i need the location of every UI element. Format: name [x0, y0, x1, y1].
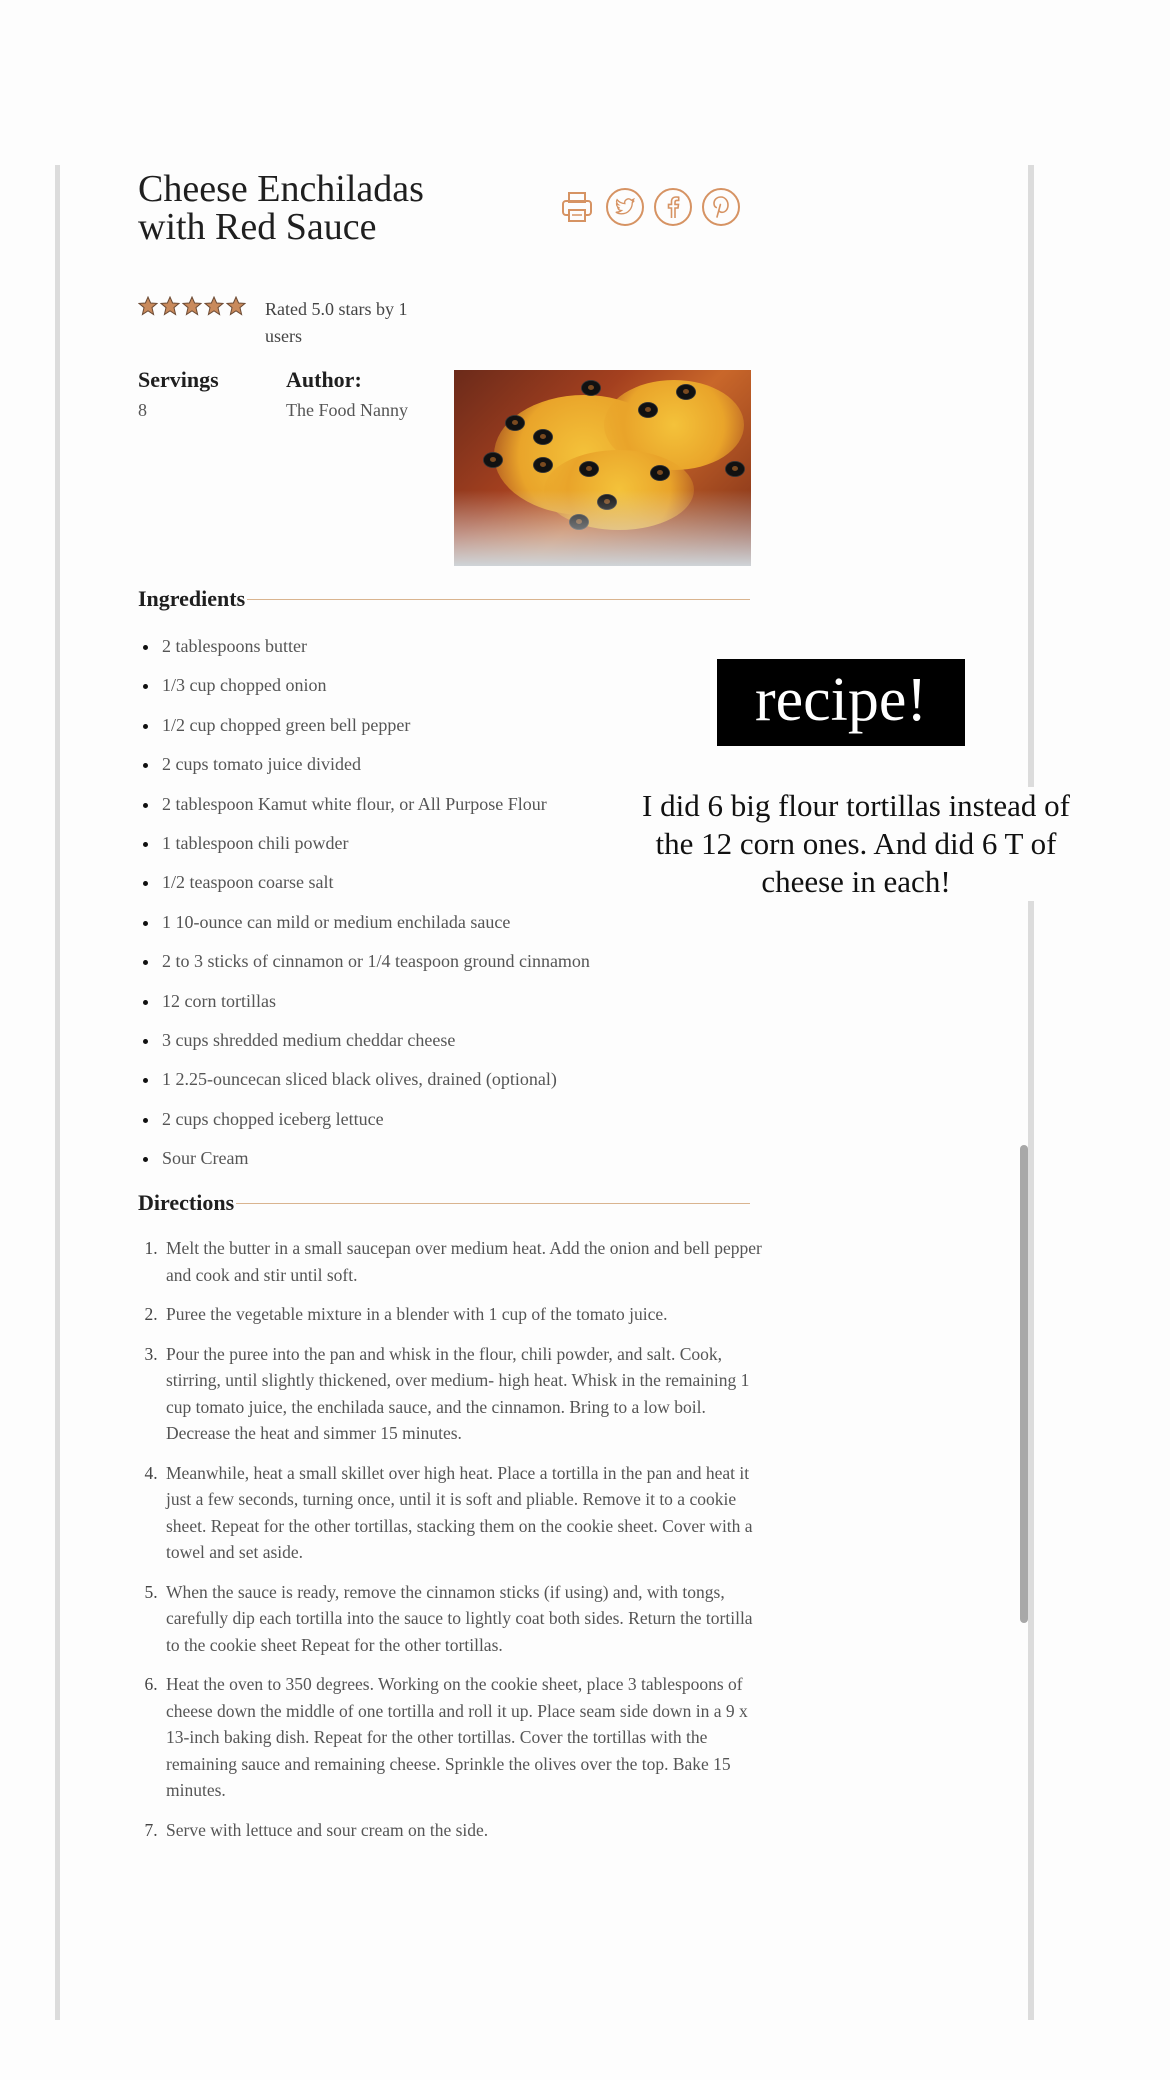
share-toolbar	[558, 188, 740, 226]
direction-step: 7. Serve with lettuce and sour cream on the side.	[162, 1817, 768, 1844]
divider	[236, 1203, 750, 1204]
directions-heading: Directions	[138, 1190, 235, 1215]
star-icon	[160, 296, 180, 316]
ingredient-item: • 2 tablespoon Kamut white flour, or All Purpose Flour	[160, 785, 590, 824]
recipe-title: Cheese Enchiladas with Red Sauce	[138, 168, 424, 248]
ingredient-item: • 1 tablespoon chili powder	[160, 824, 590, 863]
ingredient-item: • 1/3 cup chopped onion	[160, 666, 590, 705]
scrollbar-thumb[interactable]	[1020, 1145, 1028, 1623]
ingredients-header	[138, 586, 750, 612]
directions-header	[138, 1190, 750, 1216]
servings-label: Servings	[138, 367, 219, 392]
author-value: The Food Nanny	[286, 400, 408, 420]
pinterest-icon[interactable]	[702, 188, 740, 226]
facebook-icon[interactable]	[654, 188, 692, 226]
servings-value: 8	[138, 400, 147, 420]
direction-step: 6. Heat the oven to 350 degrees. Working on the cookie sheet, place 3 tablespoons of cheese down the middle of one tortilla and roll it up. Place seam side down in a 9 x 13-inch baking dish. Repeat for the other tortillas. Cover the tortillas with the remaining sauce and remaining cheese. Sprinkle the olives over the top. Bake 15 minutes.	[162, 1671, 768, 1804]
star-icon	[182, 296, 202, 316]
direction-step: 3. Pour the puree into the pan and whisk in the flour, chili powder, and salt. Cook, stirring, until slightly thickened, over medium- high heat. Whisk in the remaining 1 cup tomato juice, the enchilada sauce, and the cinnamon. Bring to a low boil. Decrease the heat and simmer 15 minutes.	[162, 1341, 768, 1447]
ingredient-item: • 2 to 3 sticks of cinnamon or 1/4 teaspoon ground cinnamon	[160, 942, 590, 981]
recipe-sticker: recipe!	[717, 659, 965, 746]
page-right-border	[1028, 165, 1034, 2020]
ingredients-heading: Ingredients	[138, 586, 246, 611]
ingredient-item: • 2 tablespoons butter	[160, 627, 590, 666]
direction-step: 5. When the sauce is ready, remove the cinnamon sticks (if using) and, with tongs, carefully dip each tortilla into the sauce to lightly coat both sides. Return the tortilla to the cookie sheet Repeat for the other tortillas.	[162, 1579, 768, 1659]
ingredient-item: • 2 cups chopped iceberg lettuce	[160, 1100, 590, 1139]
star-icon	[226, 296, 246, 316]
direction-step: 4. Meanwhile, heat a small skillet over high heat. Place a tortilla in the pan and heat it just a few seconds, turning once, until it is soft and pliable. Remove it to a cookie sheet. Repeat for the other tortillas, stacking them on the cookie sheet. Cover with a towel and set aside.	[162, 1460, 768, 1566]
divider	[247, 599, 750, 600]
direction-step: 1. Melt the butter in a small saucepan over medium heat. Add the onion and bell pepper and cook and stir until soft.	[162, 1235, 768, 1288]
star-rating	[138, 296, 246, 316]
ingredient-item: • 1 10-ounce can mild or medium enchilada sauce	[160, 903, 590, 942]
ingredient-item: • 1/2 cup chopped green bell pepper	[160, 706, 590, 745]
star-icon	[138, 296, 158, 316]
ingredient-item: • Sour Cream	[160, 1139, 590, 1178]
directions-list	[138, 1235, 768, 1856]
page-left-border	[55, 165, 60, 2020]
ingredient-item: • 2 cups tomato juice divided	[160, 745, 590, 784]
ingredients-list	[138, 627, 590, 1178]
ingredient-item: • 12 corn tortillas	[160, 982, 590, 1021]
recipe-photo	[454, 370, 751, 566]
author-label: Author:	[286, 367, 362, 392]
twitter-icon[interactable]	[606, 188, 644, 226]
ingredient-item: • 3 cups shredded medium cheddar cheese	[160, 1021, 590, 1060]
ingredient-item: • 1 2.25-ouncecan sliced black olives, drained (optional)	[160, 1060, 590, 1099]
print-icon[interactable]	[558, 188, 596, 226]
direction-step: 2. Puree the vegetable mixture in a blender with 1 cup of the tomato juice.	[162, 1301, 768, 1328]
rating-text: Rated 5.0 stars by 1 users	[265, 299, 408, 346]
handwritten-note: I did 6 big flour tortillas instead of the 12 corn ones. And did 6 T of cheese in each!	[636, 787, 1076, 901]
star-icon	[204, 296, 224, 316]
ingredient-item: • 1/2 teaspoon coarse salt	[160, 863, 590, 902]
